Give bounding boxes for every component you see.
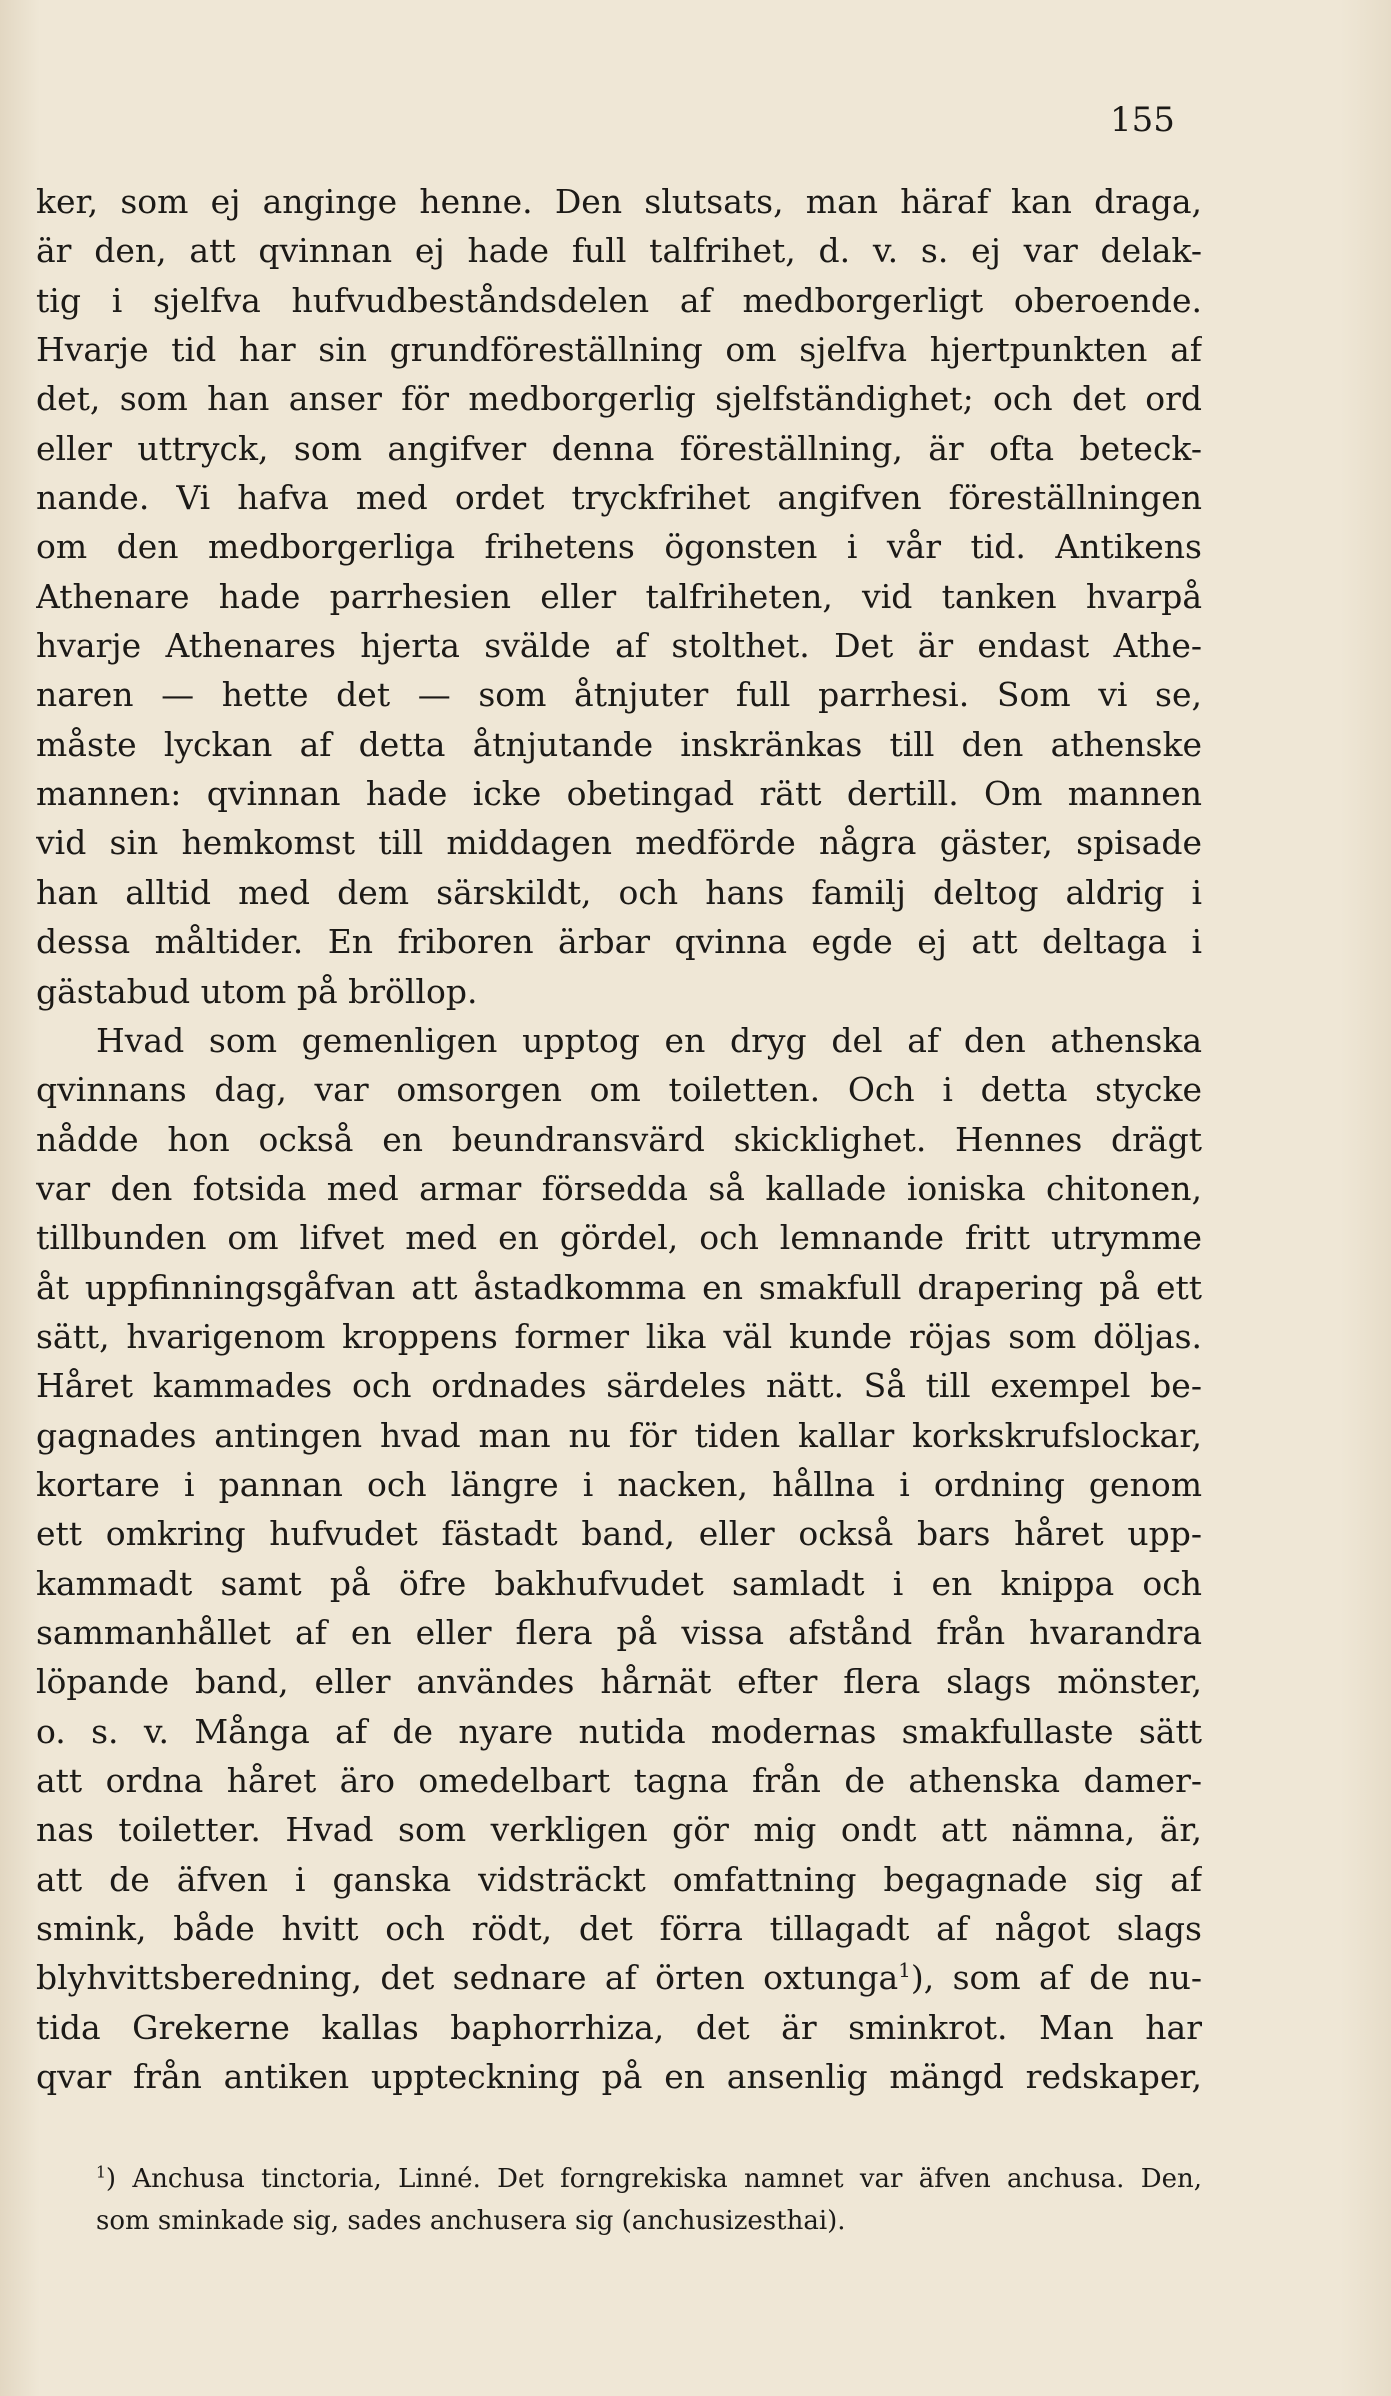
text-line: han alltid med dem särskildt, och hans familj deltog aldrig i bbox=[36, 872, 1202, 912]
text-line: tida Grekerne kallas baphorrhiza, det är sminkrot. Man har bbox=[36, 2007, 1202, 2047]
text-line: att de äfven i ganska vidsträckt omfattning begagnade sig af bbox=[36, 1859, 1202, 1899]
text-line: gagnades antingen hvad man nu för tiden kallar korkskrufslockar, bbox=[36, 1415, 1202, 1455]
text-line: kammadt samt på öfre bakhufvudet samladt i en knippa och bbox=[36, 1563, 1202, 1603]
text-line: tillbunden om lifvet med en gördel, och lemnande fritt utrymme bbox=[36, 1218, 1202, 1258]
text-line: kortare i pannan och längre i nacken, hållna i ordning genom bbox=[36, 1464, 1202, 1504]
text-line: dessa måltider. En friboren ärbar qvinna egde ej att deltaga i bbox=[36, 922, 1202, 962]
text-line: gästabud utom på bröllop. bbox=[36, 971, 478, 1011]
text-line: om den medborgerliga frihetens ögonsten i vår tid. Antikens bbox=[36, 527, 1202, 567]
footnote-line: $^1$) Anchusa tinctoria, Linné. Det forngrekiska namnet var äfven anchusa. Den, bbox=[96, 2163, 1202, 2194]
text-line: det, som han anser för medborgerlig sjelfständighet; och det ord bbox=[36, 379, 1202, 419]
footnote-line: som sminkade sig, sades anchusera sig (anchusizesthai). bbox=[96, 2206, 846, 2236]
text-line: nas toiletter. Hvad som verkligen gör mig ondt att nämna, är, bbox=[36, 1810, 1202, 1850]
text-line: måste lyckan af detta åtnjutande inskränkas till den athenske bbox=[36, 724, 1202, 764]
text-line: o. s. v. Många af de nyare nutida modernas smakfullaste sätt bbox=[36, 1711, 1202, 1751]
text-line: mannen: qvinnan hade icke obetingad rätt dertill. Om mannen bbox=[36, 774, 1202, 814]
text-line: löpande band, eller användes hårnät efter flera slags mönster, bbox=[36, 1662, 1202, 1702]
page-number: 155 bbox=[1110, 100, 1175, 140]
text-line: nande. Vi hafva med ordet tryckfrihet angifven föreställningen bbox=[36, 478, 1202, 518]
text-line: smink, både hvitt och rödt, det förra tillagadt af något slags bbox=[36, 1909, 1202, 1949]
text-line: var den fotsida med armar försedda så kallade ioniska chitonen, bbox=[36, 1168, 1202, 1208]
text-line: ker, som ej anginge henne. Den slutsats, man häraf kan draga, bbox=[36, 182, 1202, 221]
text-line: Hvarje tid har sin grundföreställning om sjelfva hjertpunkten af bbox=[36, 330, 1202, 370]
text-line: Håret kammades och ordnades särdeles nätt. Så till exempel be- bbox=[36, 1366, 1202, 1406]
text-line: att ordna håret äro omedelbart tagna från de athenska damer- bbox=[36, 1761, 1202, 1800]
footnote-marker: 1 bbox=[96, 2163, 106, 2182]
text-line: naren — hette det — som åtnjuter full parrhesi. Som vi se, bbox=[36, 675, 1202, 715]
text-line: hvarje Athenares hjerta svälde af stolthet. Det är endast Athe- bbox=[36, 626, 1202, 666]
body-text bbox=[36, 177, 1202, 2101]
text-line: Hvad som gemenligen upptog en dryg del af den athenska bbox=[96, 1020, 1202, 1060]
text-line: sammanhållet af en eller flera på vissa afstånd från hvarandra bbox=[36, 1612, 1202, 1652]
text-line: qvar från antiken uppteckning på en ansenlig mängd redskaper, bbox=[36, 2057, 1202, 2097]
text-line: qvinnans dag, var omsorgen om toiletten. Och i detta stycke bbox=[36, 1070, 1202, 1110]
text-line: tig i sjelfva hufvudbeståndsdelen af medborgerligt oberoende. bbox=[36, 280, 1202, 320]
footnote-reference: 1 bbox=[898, 1959, 911, 1983]
text-line: blyhvittsberedning, det sednare af örten oxtunga$^1$), som af de nu- bbox=[36, 1958, 1202, 1998]
footnote bbox=[36, 2158, 1202, 2242]
text-line: vid sin hemkomst till middagen medförde några gäster, spisade bbox=[36, 823, 1202, 863]
text-line: är den, att qvinnan ej hade full talfrihet, d. v. s. ej var delak- bbox=[36, 231, 1202, 271]
text-line: ett omkring hufvudet fästadt band, eller också bars håret upp- bbox=[36, 1514, 1202, 1554]
text-line: eller uttryck, som angifver denna föreställning, är ofta beteck- bbox=[36, 428, 1202, 468]
text-line: nådde hon också en beundransvärd skicklighet. Hennes drägt bbox=[36, 1119, 1202, 1159]
text-line: sätt, hvarigenom kroppens former lika väl kunde röjas som döljas. bbox=[36, 1316, 1202, 1356]
text-line: Athenare hade parrhesien eller talfriheten, vid tanken hvarpå bbox=[36, 576, 1202, 616]
text-line: åt uppfinningsgåfvan att åstadkomma en smakfull drapering på ett bbox=[36, 1267, 1202, 1307]
